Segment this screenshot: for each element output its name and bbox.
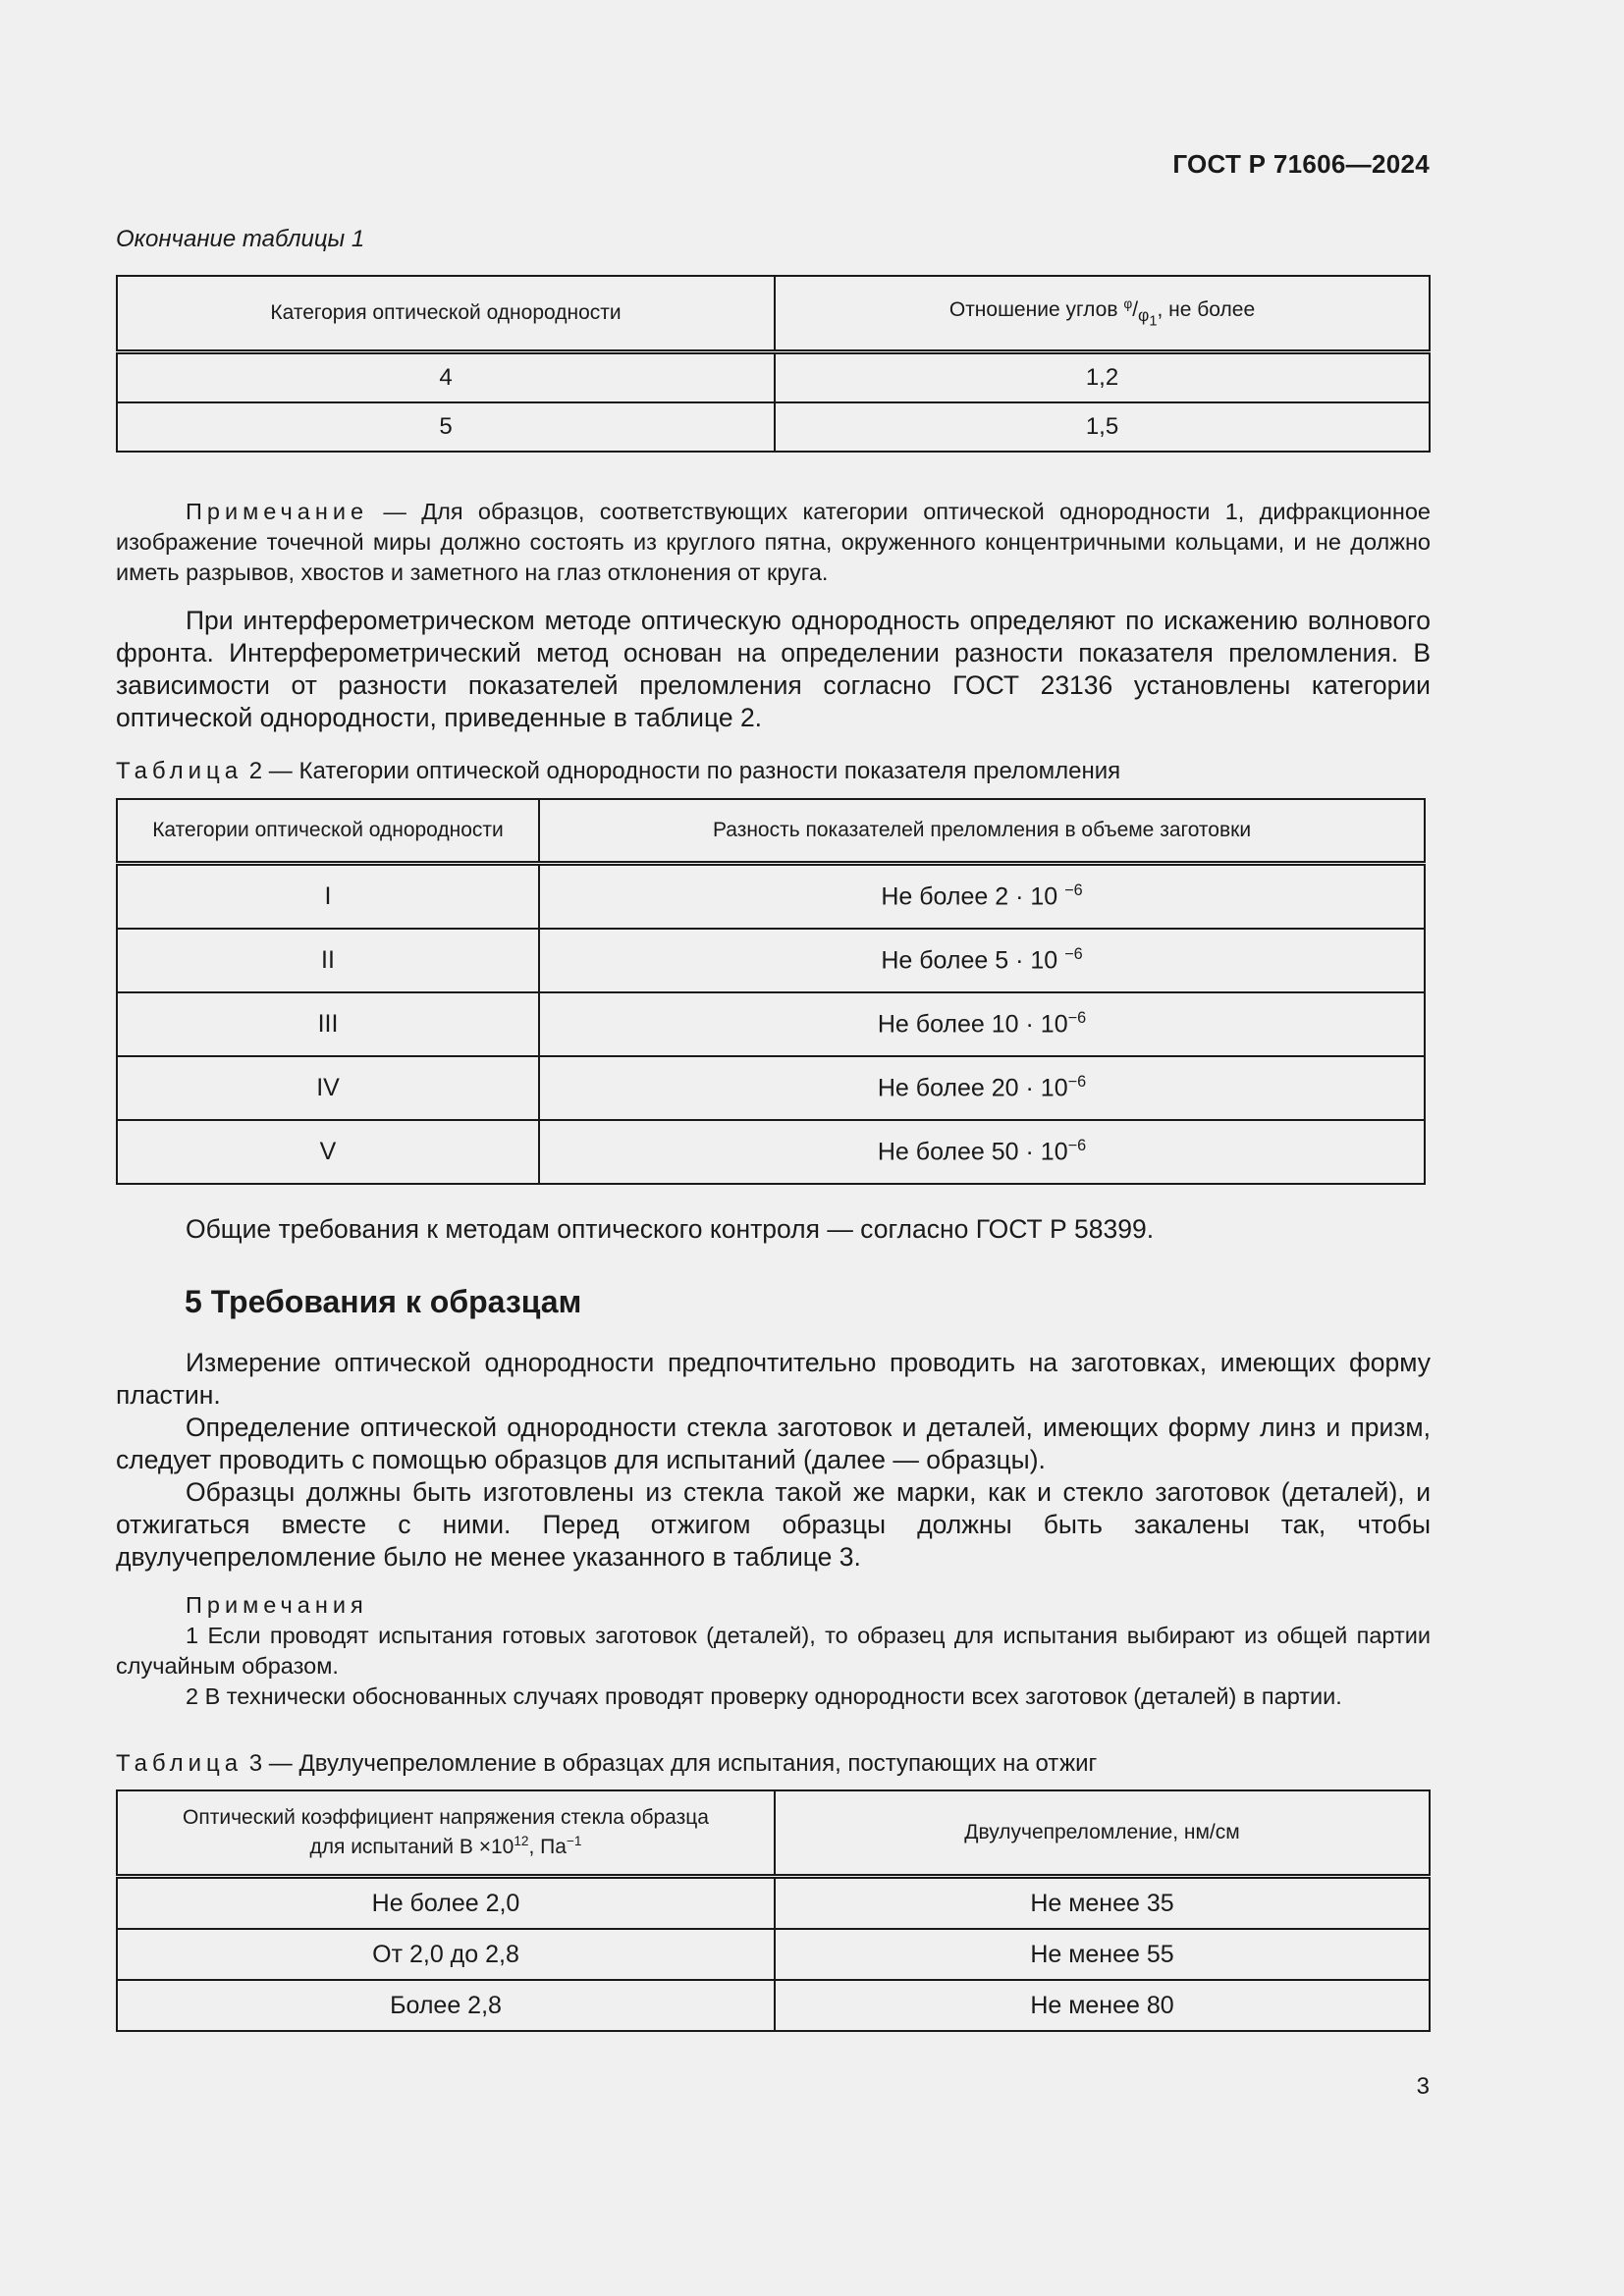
- paragraph-interferometric: При интерферометрическом методе оптическую однородность определяют по искажению волнового фронта. Интерферометрический метод основан на определении разности показателя преломления. В зависимости от разности показателей преломления согласно ГОСТ 23136 установлены категории оптической однородности, приведенные в таблице 2.: [116, 606, 1431, 732]
- note-item-1: 1 Если проводят испытания готовых заготовок (деталей), то образец для испытания выбирают из общей партии случайным образом.: [116, 1623, 1431, 1679]
- table2-header-category: Категории оптической однородности: [117, 799, 539, 864]
- table1: [116, 275, 1431, 453]
- table3-cell-coefficient: Не более 2,0: [117, 1877, 775, 1930]
- note-1: [116, 497, 1431, 588]
- paragraph-general-requirements: Общие требования к методам оптического контроля — согласно ГОСТ Р 58399.: [186, 1214, 1155, 1244]
- document-code: ГОСТ Р 71606—2024: [1172, 149, 1430, 179]
- page-number: 3: [1416, 2073, 1430, 2100]
- value-text: Не более 50 · 10: [877, 1138, 1068, 1166]
- table3-header-coefficient: [117, 1790, 775, 1877]
- ratio-header-prefix: Отношение углов: [948, 298, 1124, 322]
- table3-cell-coefficient: От 2,0 до 2,8: [117, 1929, 775, 1980]
- table2-caption-text: 2 — Категории оптической однородности по разности показателя преломления: [243, 758, 1121, 784]
- value-exponent: −6: [1067, 1137, 1087, 1155]
- ratio-denominator-subscript: 1: [1149, 313, 1158, 330]
- table1-caption: Окончание таблицы 1: [116, 226, 365, 252]
- table1-header-ratio: Отношение углов $^\varphi/_{\varphi_1}$, не более: [775, 276, 1430, 352]
- ratio-header-suffix: , не более: [1157, 298, 1256, 322]
- value-exponent: −6: [1067, 1009, 1087, 1028]
- table2-cell-value: [539, 1120, 1425, 1184]
- table-row: [117, 1877, 1430, 1930]
- table2-header-row: [117, 799, 1425, 864]
- table-row: [117, 1056, 1425, 1120]
- table3-cell-birefringence: Не менее 80: [775, 1980, 1430, 2031]
- table1-cell-ratio: 1,2: [775, 352, 1430, 403]
- table2-cell-value: [539, 992, 1425, 1056]
- section5-paragraph-3: Образцы должны быть изготовлены из стекла такой же марки, как и стекло заготовок (деталей), и отжигаться вместе с ними. Перед отжигом образцы должны быть закалены так, чтобы двулучепреломление было не менее указанного в таблице 3.: [116, 1477, 1431, 1572]
- table-row: [117, 992, 1425, 1056]
- table1-header-row: [117, 276, 1430, 352]
- notes-label: [116, 1590, 1431, 1621]
- table-row: [117, 1980, 1430, 2031]
- table-row: [117, 1929, 1430, 1980]
- table2-caption-label: Таблица: [116, 758, 244, 784]
- value-exponent: −6: [1064, 945, 1083, 964]
- table-row: [117, 864, 1425, 930]
- table3-caption: [116, 1750, 1097, 1778]
- table2-cell-value: [539, 1056, 1425, 1120]
- coef-header-unit: , Па: [528, 1836, 567, 1858]
- table2-cell-category: II: [117, 929, 539, 992]
- table2-cell-value: [539, 929, 1425, 992]
- value-text: Не более 10 · 10: [877, 1010, 1068, 1039]
- table1-cell-ratio: 1,5: [775, 402, 1430, 452]
- value-text: Не более 20 · 10: [877, 1074, 1068, 1102]
- table3-header-row: [117, 1790, 1430, 1877]
- section-5-heading: 5 Требования к образцам: [185, 1284, 582, 1319]
- value-text: Не более 5 · 10: [881, 946, 1065, 975]
- table2-cell-category: I: [117, 864, 539, 930]
- table-row: [117, 1120, 1425, 1184]
- table3-caption-text: 3 — Двулучепреломление в образцах для испытания, поступающих на отжиг: [243, 1750, 1098, 1777]
- table1-cell-category: 4: [117, 352, 775, 403]
- notes-label-text: Примечания: [186, 1592, 368, 1618]
- note-1-text: — Для образцов, соответствующих категории оптической однородности 1, дифракционное изображение точечной миры должно состоять из круглого пятна, окруженного концентричными кольцами, и не должно иметь разрывов, хвостов и заметного на глаз отклонения от круга.: [116, 499, 1431, 585]
- table2: [116, 798, 1426, 1185]
- table1-header-category: Категория оптической однородности: [117, 276, 775, 352]
- table3-cell-birefringence: Не менее 35: [775, 1877, 1430, 1930]
- table2-header-value: Разность показателей преломления в объеме заготовки: [539, 799, 1425, 864]
- table3-cell-coefficient: Более 2,8: [117, 1980, 775, 2031]
- table3-cell-birefringence: Не менее 55: [775, 1929, 1430, 1980]
- coef-header-exp: 12: [514, 1834, 529, 1848]
- coef-header-line1: Оптический коэффициент напряжения стекла образца: [183, 1806, 709, 1829]
- note-item-2: 2 В технически обоснованных случаях проводят проверку однородности всех заготовок (деталей) в партии.: [186, 1683, 1342, 1709]
- table2-cell-category: IV: [117, 1056, 539, 1120]
- value-exponent: −6: [1064, 881, 1083, 900]
- table3: [116, 1789, 1431, 2032]
- value-text: Не более 2 · 10: [881, 882, 1065, 911]
- coef-header-unit-exp: −1: [566, 1834, 582, 1848]
- coef-header-line2: для испытаний В ×10: [309, 1836, 514, 1858]
- table2-cell-value: [539, 864, 1425, 930]
- table2-cell-category: III: [117, 992, 539, 1056]
- table-row: [117, 352, 1430, 403]
- ratio-numerator: φ: [1123, 296, 1133, 312]
- table2-caption: [116, 758, 1120, 785]
- table-row: [117, 929, 1425, 992]
- table3-caption-label: Таблица: [116, 1750, 244, 1777]
- ratio-denominator: φ: [1138, 305, 1150, 326]
- section5-paragraph-1: Измерение оптической однородности предпочтительно проводить на заготовках, имеющих форму пластин.: [116, 1348, 1431, 1410]
- table-row: [117, 402, 1430, 452]
- table2-cell-category: V: [117, 1120, 539, 1184]
- table1-cell-category: 5: [117, 402, 775, 452]
- table3-header-birefringence: Двулучепреломление, нм/см: [775, 1790, 1430, 1877]
- section5-paragraph-2: Определение оптической однородности стекла заготовок и деталей, имеющих форму линз и призм, следует проводить с помощью образцов для испытаний (далее — образцы).: [116, 1413, 1431, 1474]
- note-1-label: Примечание: [186, 499, 369, 524]
- value-exponent: −6: [1067, 1073, 1087, 1092]
